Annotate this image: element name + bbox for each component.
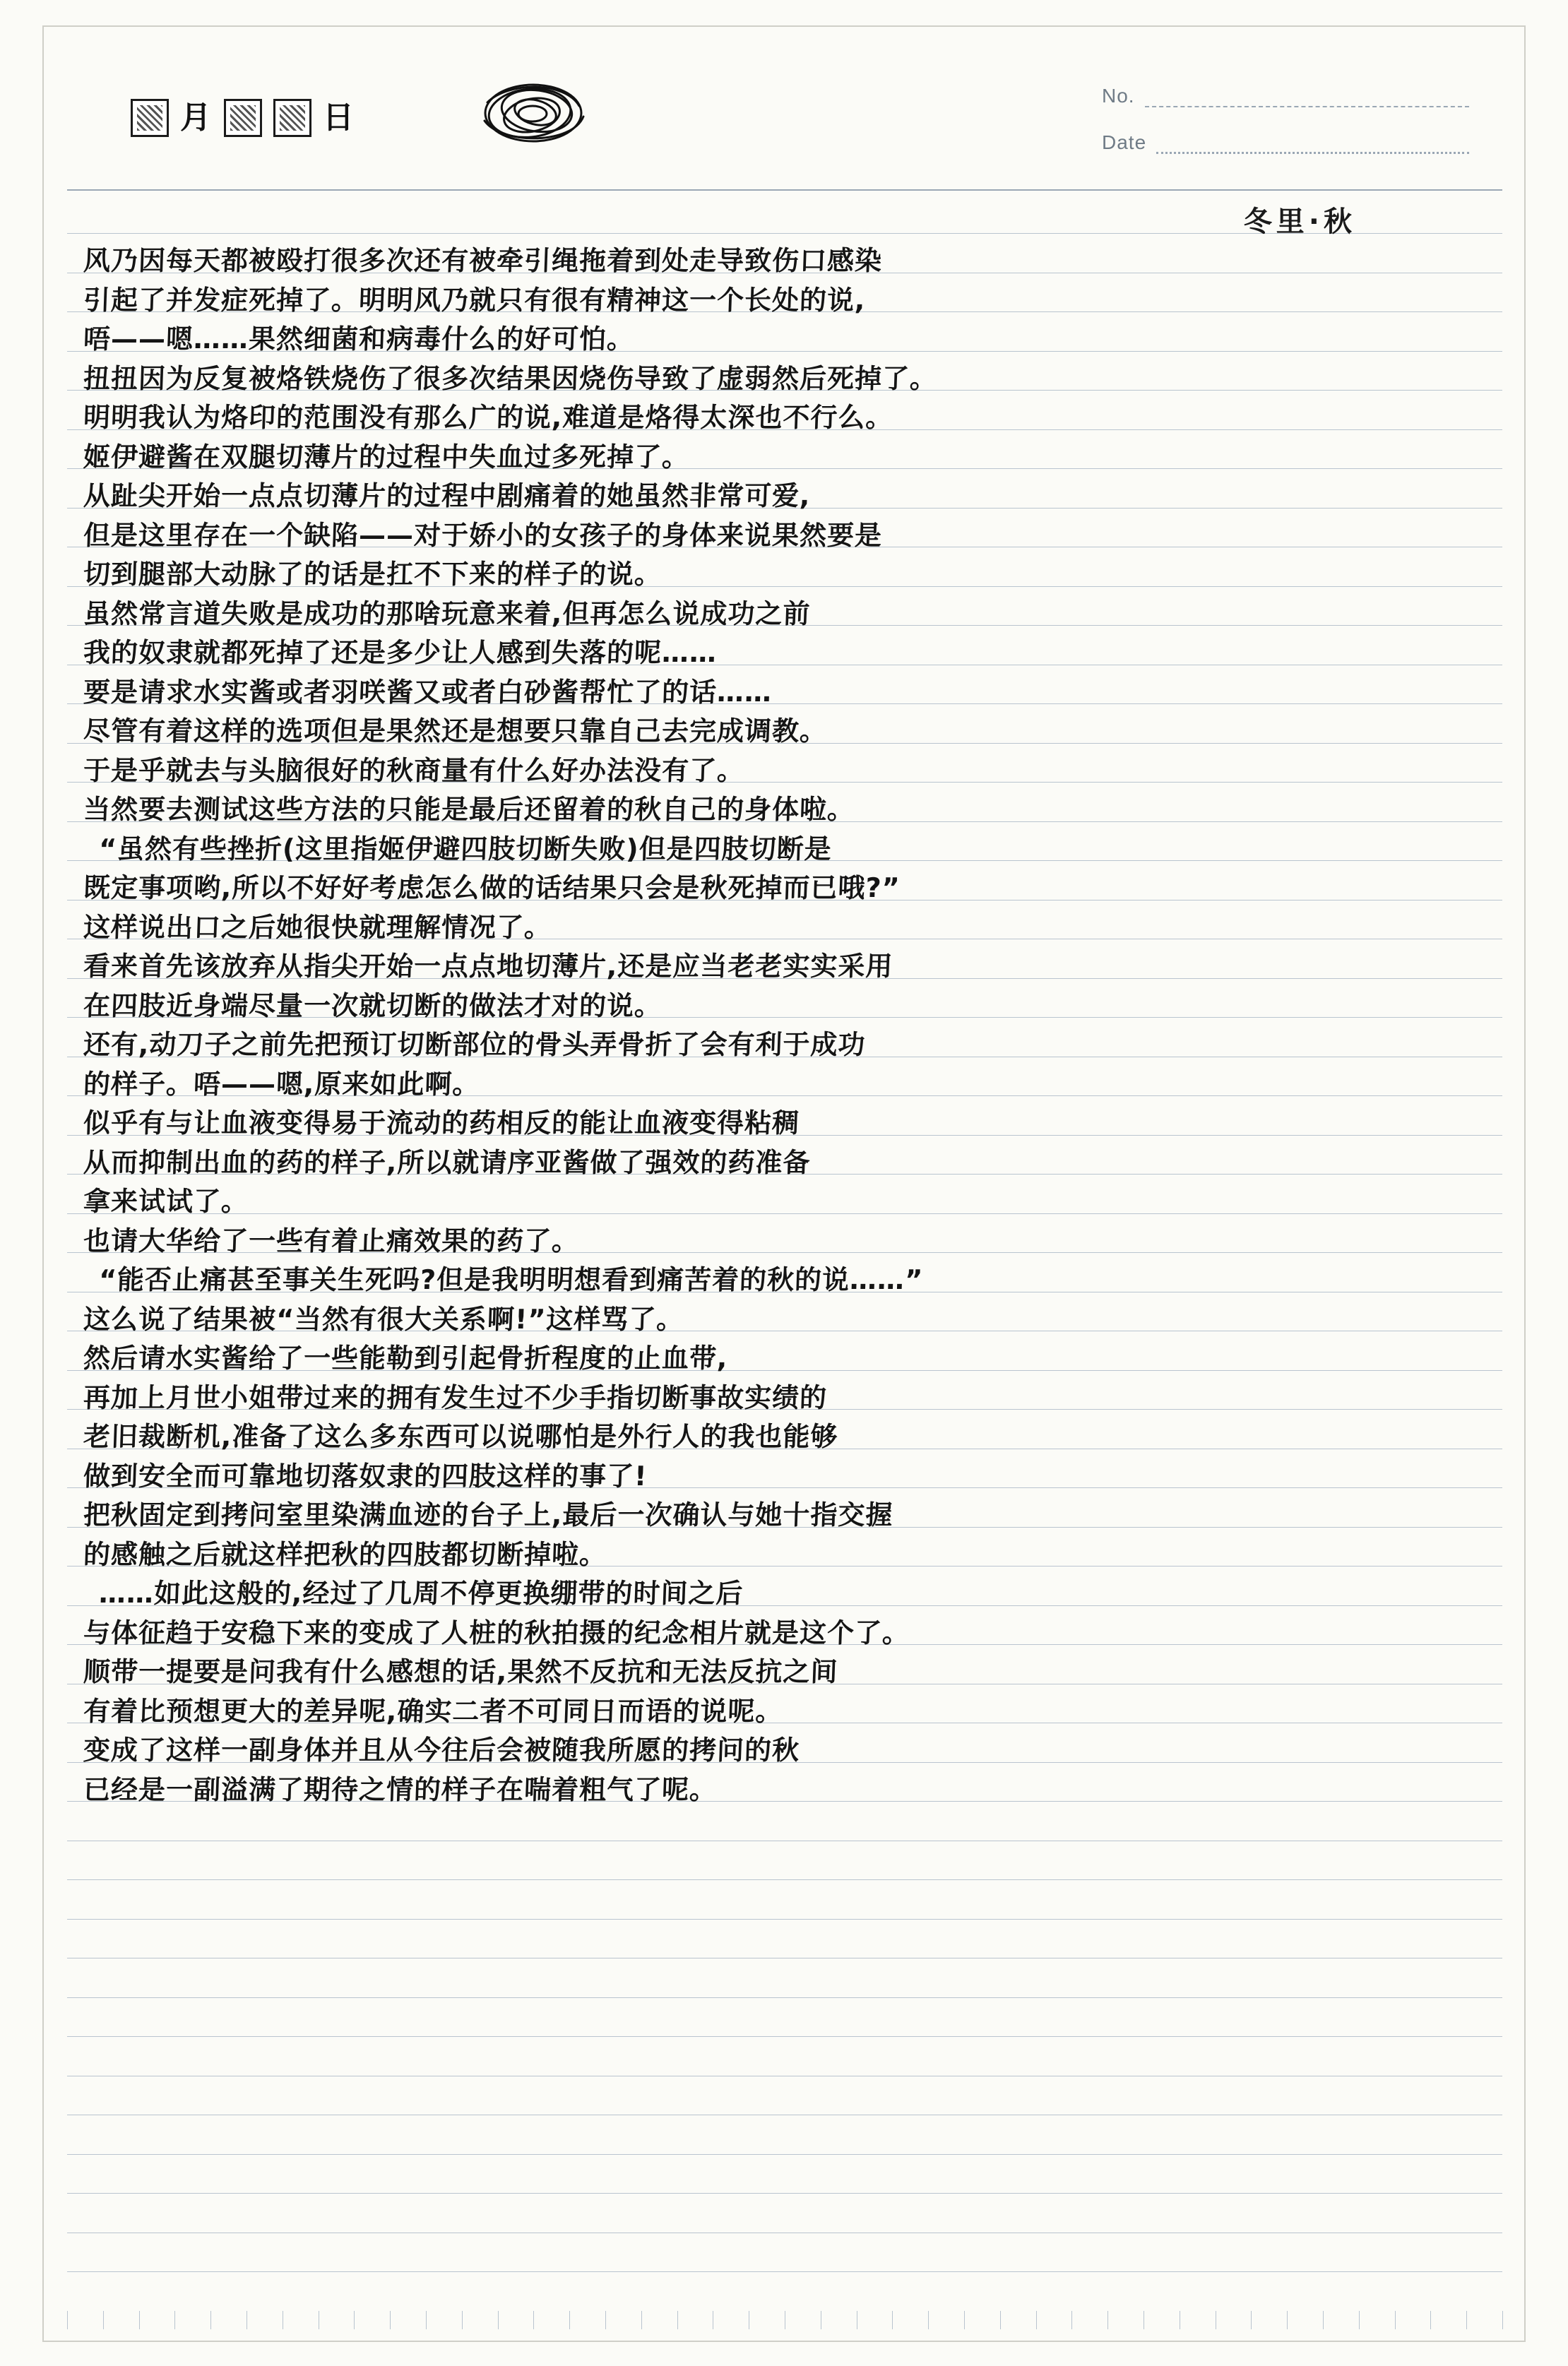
rule-line	[67, 2193, 1502, 2194]
entry-line: 然后请水实酱给了一些能勒到引起骨折程度的止血带,	[83, 1343, 729, 1374]
tick-mark	[1323, 2311, 1324, 2329]
tick-mark	[677, 2311, 678, 2329]
entry-line: 既定事项哟,所以不好好考虑怎么做的话结果只会是秋死掉而已哦?”	[83, 872, 901, 903]
header-divider	[67, 189, 1502, 191]
tick-mark	[1071, 2311, 1072, 2329]
tick-mark	[498, 2311, 499, 2329]
month-character: 月	[180, 100, 213, 136]
entry-line: 变成了这样一副身体并且从今往后会被随我所愿的拷问的秋	[83, 1735, 800, 1766]
rule-line	[67, 2271, 1502, 2272]
entry-line: 似乎有与让血液变得易于流动的药相反的能让血液变得粘稠	[83, 1107, 800, 1139]
entry-line: 风乃因每天都被殴打很多次还有被牵引绳拖着到处走导致伤口感染	[83, 245, 883, 276]
entry-line: 顺带一提要是问我有什么感想的话,果然不反抗和无法反抗之间	[83, 1656, 839, 1687]
entry-line: 但是这里存在一个缺陷——对于娇小的女孩子的身体来说果然要是	[83, 519, 883, 551]
no-line[interactable]	[1145, 92, 1469, 107]
entry-line: 看来首先该放弃从指尖开始一点点地切薄片,还是应当老老实实采用	[83, 951, 894, 982]
entry-line: 这么说了结果被“当然有很大关系啊!”这样骂了。	[83, 1303, 685, 1335]
day-number-box-ones	[273, 99, 311, 137]
date-line[interactable]	[1156, 138, 1469, 154]
day-number-box-tens	[224, 99, 262, 137]
tick-mark	[174, 2311, 175, 2329]
date-label: Date	[1102, 131, 1147, 153]
tick-mark	[354, 2311, 355, 2329]
entry-line: 在四肢近身端尽量一次就切断的做法才对的说。	[83, 989, 663, 1021]
tick-mark	[1000, 2311, 1001, 2329]
entry-line: 从而抑制出血的药的样子,所以就请序亚酱做了强效的药准备	[83, 1146, 812, 1178]
tick-mark	[1430, 2311, 1431, 2329]
rule-line	[67, 2154, 1502, 2155]
entry-line: ……如此这般的,经过了几周不停更换绷带的时间之后	[98, 1578, 744, 1609]
tick-mark	[928, 2311, 929, 2329]
entry-line: 我的奴隶就都死掉了还是多少让人感到失落的呢……	[83, 637, 718, 668]
rule-line	[67, 1919, 1502, 1920]
entry-line: 明明我认为烙印的范围没有那么广的说,难道是烙得太深也不行么。	[83, 402, 894, 433]
tick-mark	[139, 2311, 140, 2329]
tick-mark	[1502, 2311, 1503, 2329]
entry-line: 从趾尖开始一点点切薄片的过程中剧痛着的她虽然非常可爱,	[83, 480, 812, 511]
entry-line: 做到安全而可靠地切落奴隶的四肢这样的事了!	[83, 1460, 648, 1492]
entry-line: 虽然常言道失败是成功的那啥玩意来着,但再怎么说成功之前	[83, 598, 812, 629]
entry-line: 已经是一副溢满了期待之情的样子在喘着粗气了呢。	[83, 1773, 718, 1805]
entry-line: 扭扭因为反复被烙铁烧伤了很多次结果因烧伤导致了虚弱然后死掉了。	[83, 362, 938, 394]
entry-body	[83, 242, 1496, 1809]
rule-line	[67, 1879, 1502, 1880]
entry-line: 的样子。唔——嗯,原来如此啊。	[83, 1068, 481, 1100]
tick-mark	[533, 2311, 534, 2329]
rule-line	[67, 1997, 1502, 1998]
tick-mark	[390, 2311, 391, 2329]
tick-mark	[569, 2311, 570, 2329]
tick-mark	[210, 2311, 211, 2329]
entry-line: “能否止痛甚至事关生死吗?但是我明明想看到痛苦着的秋的说……”	[98, 1264, 924, 1295]
entry-line: 有着比预想更大的差异呢,确实二者不可同日而语的说呢。	[83, 1695, 784, 1727]
tick-mark	[1287, 2311, 1288, 2329]
entry-line: 于是乎就去与头脑很好的秋商量有什么好办法没有了。	[83, 754, 745, 786]
entry-line: 要是请求水实酱或者羽咲酱又或者白砂酱帮忙了的话……	[83, 676, 773, 708]
entry-line: 也请大华给了一些有着止痛效果的药了。	[83, 1225, 580, 1256]
entry-line: 把秋固定到拷问室里染满血迹的台子上,最后一次确认与她十指交握	[83, 1499, 894, 1530]
tick-mark	[892, 2311, 893, 2329]
entry-line: 姬伊避酱在双腿切薄片的过程中失血过多死掉了。	[83, 441, 690, 472]
tick-mark	[641, 2311, 642, 2329]
tick-mark	[1395, 2311, 1396, 2329]
entry-line: 再加上月世小姐带过来的拥有发生过不少手指切断事故实绩的	[83, 1381, 828, 1413]
date-stamp	[131, 99, 355, 137]
entry-line: 引起了并发症死掉了。明明风乃就只有很有精神这一个长处的说,	[83, 284, 867, 316]
entry-line: 切到腿部大动脉了的话是扛不下来的样子的说。	[83, 559, 663, 590]
entry-line: 老旧裁断机,准备了这么多东西可以说哪怕是外行人的我也能够	[83, 1421, 839, 1452]
entry-line: 尽管有着这样的选项但是果然还是想要只靠自己去完成调教。	[83, 715, 828, 747]
entry-line: “虽然有些挫折(这里指姬伊避四肢切断失败)但是四肢切断是	[98, 833, 833, 864]
entry-line: 唔——嗯……果然细菌和病毒什么的好可怕。	[83, 323, 635, 355]
bottom-tick-marks	[67, 2311, 1502, 2329]
tick-mark	[462, 2311, 463, 2329]
day-character: 日	[323, 100, 355, 136]
tick-mark	[103, 2311, 104, 2329]
entry-line: 与体征趋于安稳下来的变成了人桩的秋拍摄的纪念相片就是这个了。	[83, 1617, 910, 1648]
tick-mark	[1107, 2311, 1108, 2329]
tick-mark	[67, 2311, 68, 2329]
tick-mark	[1036, 2311, 1037, 2329]
entry-line: 当然要去测试这些方法的只能是最后还留着的秋自己的身体啦。	[83, 794, 855, 825]
no-date-fields	[1102, 85, 1469, 178]
tick-mark	[1251, 2311, 1252, 2329]
tick-mark	[964, 2311, 965, 2329]
entry-title: 冬里·秋	[1243, 206, 1356, 238]
month-number-box	[131, 99, 169, 137]
entry-line: 这样说出口之后她很快就理解情况了。	[83, 911, 552, 943]
entry-line: 拿来试试了。	[83, 1186, 249, 1217]
scribble-doodle	[459, 74, 607, 152]
entry-line: 的感触之后就这样把秋的四肢都切断掉啦。	[83, 1538, 607, 1570]
rule-line	[67, 2036, 1502, 2037]
no-label: No.	[1102, 85, 1135, 107]
tick-mark	[1466, 2311, 1467, 2329]
tick-mark	[605, 2311, 606, 2329]
entry-line: 还有,动刀子之前先把预订切断部位的骨头弄骨折了会有利于成功	[83, 1029, 867, 1060]
no-field-row[interactable]	[1102, 85, 1469, 107]
tick-mark	[1359, 2311, 1360, 2329]
date-field-row[interactable]	[1102, 131, 1469, 154]
tick-mark	[426, 2311, 427, 2329]
